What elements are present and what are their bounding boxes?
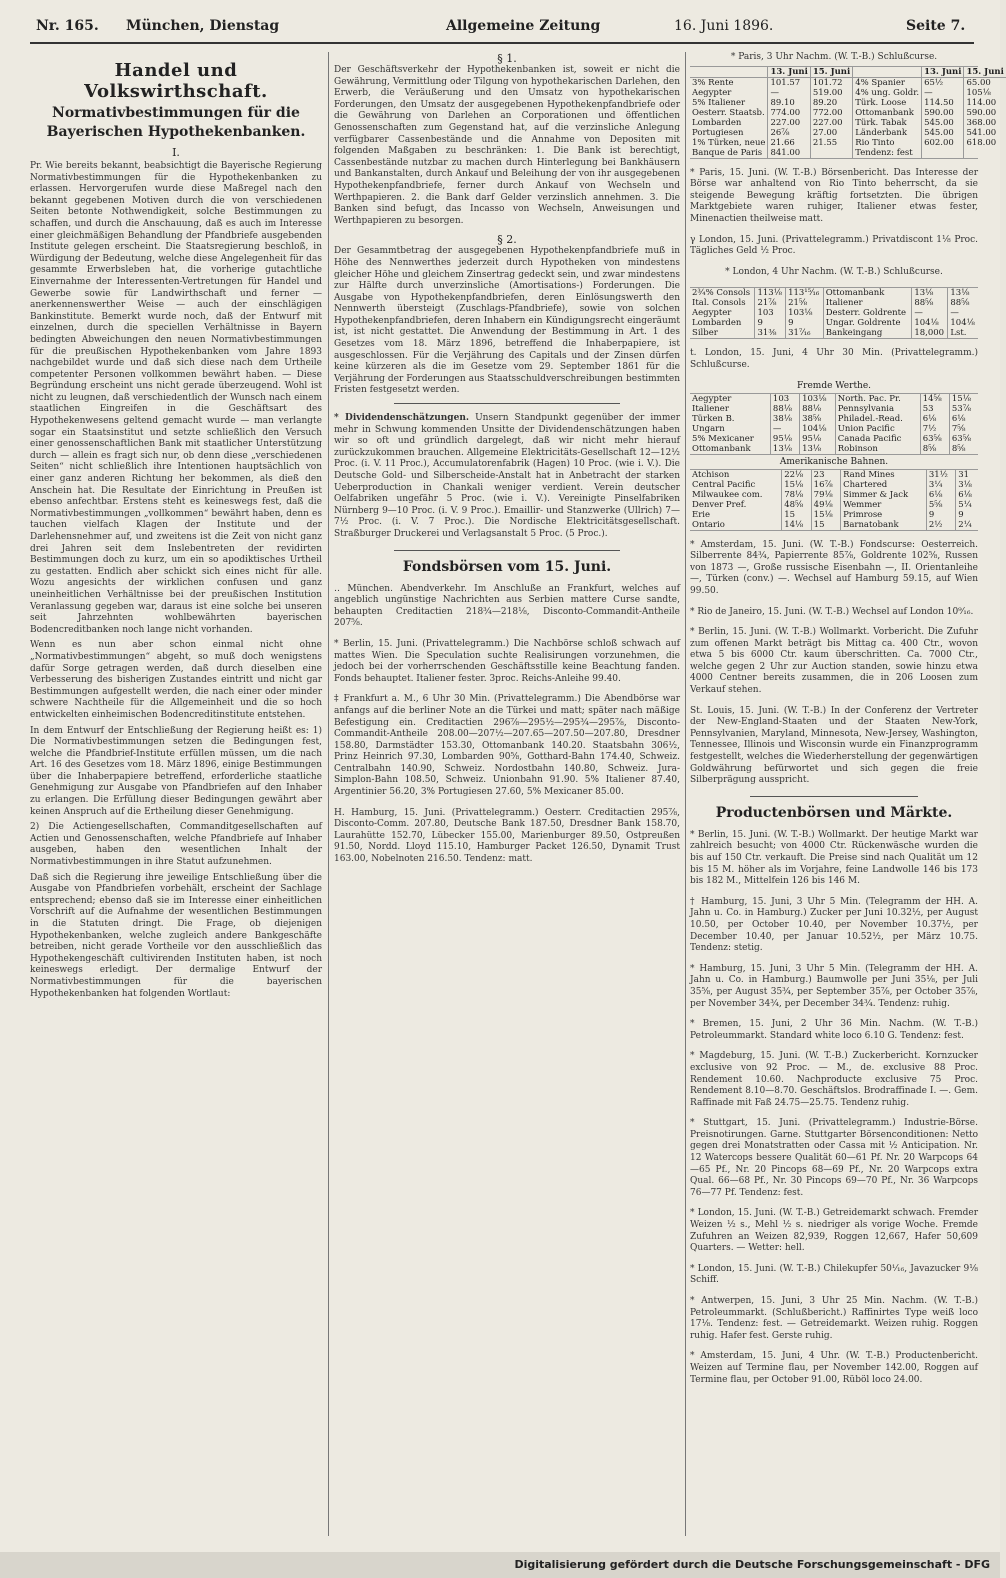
table-row [690, 328, 978, 338]
table-cell: Lombarden [692, 117, 742, 128]
table-cell: Philadel.-Read. [835, 414, 920, 424]
separator [394, 550, 620, 551]
table-cell: 79⅛ [811, 490, 840, 500]
table-cell: 2½ [926, 520, 955, 530]
table-cell: Tendenz: fest [853, 148, 922, 158]
table-cell: Türken B. [692, 413, 735, 424]
table-cell: 774.00 [768, 108, 810, 118]
table-cell: 21⅞ [755, 298, 786, 308]
table-cell: — [768, 88, 810, 98]
table-cell: 105⅛ [964, 88, 1006, 98]
table-cell: 15 [782, 510, 811, 520]
article-paragraph: Pr. Wie bereits bekannt, beabsichtigt die Bayerische Regierung Normativbestimmungen für die Hypothekenbanken zu erlassen. Hervorgerufen wurde diese Maßregel nach den bekannt gegebenen Motiven durch die von verschiedenen Seiten betonte Nothwendigkeit, solche Bestimmungen zu schaffen, und durch die Anschauung, daß es auch im Interesse einer gleichmäßigen Behandlung der Pfandbriefe ausgebenden Institute gelegen erscheint. Die Staatsregierung beschloß, in Würdigung der Bedeutung, welche diese Angelegenheit für das gesammte Erwerbsleben hat, die vorherige gutachtliche Einvernahme der Interessenten-Vertretungen für Handel und Gewerbe sowie für Landwirthschaft und ferner — anerkennenswerther Weise — auch der einschlägigen Bankinstitute. Bemerkt wurde noch, daß der Entwurf mit einzelnen, durch die speciellen Verhältnisse in Bayern bedingten Abweichungen den neuen Normativbestimmungen für die preußischen Hypothekenbanken vom Jahre 1893 nachgebildet wurde und daß sich diese nach dem Urtheile competenter Personen vollkommen bewährt haben. — Diese Begründung erscheint uns nicht gerade überzeugend. Wohl ist nicht zu leugnen, daß verschiedentlich der Wunsch nach einem staatlichen Eingreifen in die Geschäftsart des Hypothekenwesens geltend gemacht wurde — man verlangte sogar ein Staatsinstitut und setzte schließlich den Versuch einer genossenschaftlichen Bank mit staatlicher Unterstützung durch — allein es fragt sich nur, ob denn diese „verschiedenen Seiten“ nicht schließlich ihre Intentionen hauptsächlich von einer ganz anderen Richtung her bekommen, als dieß den Anschein hat. Die Resultate der Einrichtung in Preußen ist ebenso anfechtbar. Erstens steht es keineswegs fest, daß die Normativbestimmungen „vollkommen“ bewährt haben, denn es tauchen vielfach Klagen der Institute und der Darlehensnehmer auf, und zweitens ist die Zeit von nicht ganz drei Jahren seit dem Inslebentreten der revidirten Bestimmungen doch zu kurz, um ein so apodiktisches Urtheil zu gestatten. Endlich aber schickt sich eines nicht für alle. Wozu angesichts der wirklichen confusen und ganz uneinheitlichen Verhältnisse bei der preußischen Institution Veranlassung gegeben war, daraus ist eine solche bei unseren seit Jahrzehnten wohlbewährten bayerischen Bodencreditbanken noch lange nicht vorhanden. [30, 161, 322, 635]
table-cell: — [912, 308, 948, 318]
table-cell: 27.00 [810, 128, 852, 138]
table-row [690, 108, 1006, 118]
table-cell: 113⅛ [755, 288, 786, 298]
table-cell: 38⅝ [800, 414, 836, 424]
table-cell: 89.10 [768, 98, 810, 108]
column-middle [334, 52, 680, 1536]
market-report: St. Louis, 15. Juni. (W. T.-B.) In der Conferenz der Vertreter der New-England-Staaten und der Staaten New-York, Pennsylvanien, Maryland, Minnesota, New-Jersey, Washington, Tennessee, Illinois und Wisconsin wurde ein Finanzprogramm festgestellt, welches die Wiederherstellung der gegenwärtigen Goldwährung befürwortet und sich gegen die freie Silberprägung ausspricht. [690, 705, 978, 786]
table-cell: Bankeingang [823, 328, 912, 338]
table-cell: 53⅞ [949, 404, 978, 414]
table-cell: 3⅛ [956, 480, 978, 490]
notice-title: * Dividendenschätzungen. [334, 413, 470, 424]
table-cell: Portugiesen [692, 127, 744, 138]
market-report: * Berlin, 15. Juni. (W. T.-B.) Wollmarkt. Der heutige Markt war zahlreich besucht; von 4000 Ctr. Rückenwäsche wurden die bis auf 150 Ctr. verkauft. Die Preise sind nach Qualität um 12 bis 15 M. höher als im Vorjahre, feine Landwolle 146 bis 173 bis 182 M., Mittelfein 126 bis 146 M. [690, 829, 978, 887]
london-title: * London, 4 Uhr Nachm. (W. T.-B.) Schlußcurse. [725, 266, 943, 277]
table-cell: Rand Mines [841, 470, 927, 480]
paris-quotes-table [690, 66, 1004, 159]
article-paragraph: 2) Die Actiengesellschaften, Commanditgesellschaften auf Actien und Genossenschaften, welche Pfandbriefe auf Inhaber ausgeben, haben den wesentlichen Inhalt der Normativbestimmungen in ihre Statut aufzunehmen. [30, 822, 322, 868]
market-report: † Hamburg, 15. Juni, 3 Uhr 5 Min. (Telegramm der HH. A. Jahn u. Co. in Hamburg.) Zucker per Juni 10.32½, per August 10.50, per October 10.40, per November 10.37½, per December 10.40, per Januar 10.52½, per März 10.75. Tendenz: stetig. [690, 896, 978, 954]
table-header: 15. Juni [810, 67, 852, 78]
market-report: * Hamburg, 15. Juni, 3 Uhr 5 Min. (Telegramm der HH. A. Jahn u. Co. in Hamburg.) Baumwolle per Juni 35⅛, per Juli 35⅝, per August 35¾, per September 35⅞, per October 35⅞, per November 34¾, per December 34¾. Tendenz: ruhig. [690, 963, 978, 1009]
market-report: * London, 15. Juni. (W. T.-B.) Chilekupfer 50¹⁄₁₆, Javazucker 9⅛ Schiff. [690, 1263, 978, 1286]
market-report: * London, 15. Juni. (W. T.-B.) Getreidemarkt schwach. Fremder Weizen ½ s., Mehl ½ s. niedriger als vorige Woche. Fremde Zufuhren an Weizen 82,939, Roggen 12,667, Hafer 50,609 Quarters. — Wetter: hell. [690, 1208, 978, 1254]
table-cell: 6⅛ [956, 490, 978, 500]
table-row [690, 98, 1006, 108]
table-cell: Lst. [948, 328, 978, 338]
newspaper-title: Allgemeine Zeitung [446, 18, 601, 34]
table-cell: 227.00 [768, 118, 810, 128]
table-row [690, 128, 1006, 138]
table-row [690, 394, 978, 404]
table-cell: 772.00 [810, 108, 852, 118]
table-cell: Ottomanbank [823, 288, 912, 298]
table-cell: Ontario [692, 519, 725, 530]
table-cell: 227.00 [810, 118, 852, 128]
table-cell: Italiener [692, 403, 729, 414]
table-cell: Primrose [841, 510, 927, 520]
table-cell: 6⅛ [949, 414, 978, 424]
column-right [690, 52, 1004, 1536]
table-cell: 95⅛ [800, 434, 836, 444]
table-cell: 6⅛ [920, 414, 949, 424]
table-cell: Lombarden [692, 318, 742, 329]
table-cell: 602.00 [922, 138, 964, 148]
table-title: Amerikanische Bahnen. [779, 456, 889, 467]
table-cell: 31⁷⁄₁₆ [786, 328, 824, 338]
column-left [30, 52, 322, 1536]
table-row [690, 434, 978, 444]
london-table-body [690, 288, 978, 338]
table-row [690, 308, 978, 318]
table-cell: 18,000 [912, 328, 948, 338]
table-cell: 9 [786, 318, 824, 328]
table-cell: Ungarn [692, 423, 725, 434]
table-cell: Banque de Paris [692, 147, 763, 158]
table-cell: Atchison [692, 469, 730, 480]
table-cell: Ottomanbank [853, 108, 922, 118]
table-cell: — [922, 88, 964, 98]
table-cell: Union Pacific [835, 424, 920, 434]
table-cell: 53 [920, 404, 949, 414]
table-cell: 15 [811, 520, 840, 530]
table-row [690, 480, 978, 490]
article-paragraph: Der Geschäftsverkehr der Hypothekenbanken ist, soweit er nicht die Gewährung, Vermittlung oder Tilgung von hypothekarischen Darlehen, den Erwerb, die Veräußerung und den Umsatz von hypothekarischen Forderungen, den Umsatz der ausgegebenen Hypothekenpfandbriefe oder die Gewährung von Darlehen an Corporationen und öffentlichen Genossenschaften zum Gegenstand hat, auf die verzinsliche Anlegung verfügbarer Cassenbestände und die Annahme von Depositen mit folgenden Maßgaben zu beschränken: 1. Die Bank ist berechtigt, Cassenbestände nutzbar zu machen durch Hinterlegung bei Bankhäusern und Bankanstalten, durch Ankauf und Beleihung der von ihr ausgegebenen Hypothekenpfandbriefe, ferner durch Ankauf von Wechseln und Werthpapieren. 2. die Bank darf Gelder verzinslich annehmen. 3. Die Banken sind befugt, das Incasso von Wechseln, Anweisungen und Werthpapieren zu besorgen. [334, 65, 680, 226]
table-cell: 21.55 [810, 138, 852, 148]
market-report: * Magdeburg, 15. Juni. (W. T.-B.) Zuckerbericht. Kornzucker exclusive von 92 Proc. — M., de. exclusive 88 Proc. Rendement 10.60. Nachproducte exclusive 75 Proc. Rendement 8.10—8.70. Geschäftslos. Brodraffinade I. —. Gem. Raffinade mit Faß 24.75—25.75. Tendenz ruhig. [690, 1051, 978, 1108]
table-cell: 590.00 [922, 108, 964, 118]
table-cell: 5% Mexicaner [692, 433, 754, 444]
table-cell: 104⅛ [912, 318, 948, 328]
article-paragraph: Der Gesammtbetrag der ausgegebenen Hypothekenpfandbriefe muß in Höhe des Nennwerthes jederzeit durch Hypotheken von mindestens gleicher Höhe und gleichem Zinsertrag gedeckt sein, und zwar mindestens zur Hälfte durch unverzinsliche (Amortisations-) Forderungen. Die Ausgabe von Hypothekenpfandbriefen, deren Einlösungswerth den Nennwerth übersteigt (Zuschlags-Pfandbriefe), sowie von solchen Hypothekenpfandbriefen, deren Inhabern ein Kündigungsrecht eingeräumt ist, ist nicht gestattet. Die Anwendung der Bestimmung in Art. 1 des Gesetzes vom 18. März 1896, betreffend die Inhaberpapiere, ist ausgeschlossen. Für die Verjährung des Capitals und der Zinsen dürfen keine kürzeren als die im Gesetze vom 29. September 1861 für die Verjährung der Forderungen aus Staatsschuldverschreibungen bestimmten Fristen festgesetzt werden. [334, 246, 680, 396]
table-row [690, 118, 1006, 128]
table-cell: 15⅛ [782, 480, 811, 490]
table-cell: 13⅛ [770, 444, 799, 454]
table-row [690, 510, 978, 520]
table-cell: 5⅝ [926, 500, 955, 510]
table-cell: Erie [692, 509, 711, 520]
notice-text: Unsern Standpunkt gegenüber der immer mehr in Schwung kommenden Unsitte der Dividendenschätzungen haben wir so oft und gründlich dargelegt, daß wir nicht mehr hierauf zurückzukommen brauchen. Allgemeine Elektricitäts-Gesellschaft 12—12½ Proc. (i. V. 11 Proc.), Accumulatorenfabrik (Hagen) 10 Proc. (wie i. V.). Die Deutsche Gold- und Silberscheide-Anstalt hat in Anbetracht der starken Ueberproduction in Chankali weniger verdient. Verein deutscher Oelfabriken ungefähr 5 Proc. (wie i. V.). Vereinigte Pinselfabriken Nürnberg 9—10 Proc. (i. V. 9 Proc.). Emaillir- und Stanzwerke (Ullrich) 7—7½ Proc. (i. V. 7 Proc.). Die Nordische Elektricitätsgesellschaft. Straßburger Druckerei und Verlagsanstalt 5 Proc. (5 Proc.). [334, 413, 680, 539]
table-cell: 9 [926, 510, 955, 520]
table-header-row [690, 67, 1006, 78]
table-cell: 26⅞ [768, 128, 810, 138]
table-cell: 9 [755, 318, 786, 328]
table-row [690, 88, 1006, 98]
section-title: Handel und Volkswirthschaft. [84, 60, 268, 102]
table-title: Fremde Werthe. [796, 380, 872, 391]
column-divider [685, 52, 686, 1536]
issue-number: Nr. 165. [36, 18, 99, 34]
table-cell [922, 148, 964, 158]
foreign-table-body [690, 394, 978, 454]
table-cell: Canada Pacific [835, 434, 920, 444]
table-cell: 63⅝ [949, 434, 978, 444]
table-cell: 104⅛ [948, 318, 978, 328]
table-header: 15. Juni [964, 67, 1006, 78]
table-cell: 618.00 [964, 138, 1006, 148]
table-cell: 101.72 [810, 77, 852, 88]
table-cell: 3% Rente [692, 77, 734, 88]
table-cell: Chartered [841, 480, 927, 490]
notice-paragraph [334, 413, 680, 541]
paris-table-body [690, 77, 1006, 158]
table-row [690, 520, 978, 530]
article-paragraph: Wenn es nun aber schon einmal nicht ohne „Normativbestimmungen“ abgeht, so muß doch wenigstens dafür Sorge getragen werden, daß durch dieselben eine Verbesserung des bisherigen Zustandes eintritt und nicht gar Bestimmungen aufgestellt werden, die nach einer oder minder schwere Nachtheile für die Allgemeinheit und die so hoch entwickelten einheimischen Bodencreditinstitute entstehen. [30, 640, 322, 720]
table-cell: Ital. Consols [692, 298, 746, 309]
market-report: * Berlin, 15. Juni. (Privattelegramm.) Die Nachbörse schloß schwach auf mattes Wien. Die Speculation suchte Realisirungen vorzunehmen, die jedoch bei der vorherrschenden Geschäftsstille keine Beachtung fanden. Fonds behauptet. Italiener fester. 3proc. Reichs-Anleihe 99.40. [334, 638, 680, 684]
table-cell: North. Pac. Pr. [835, 394, 920, 404]
table-cell: 4% Spanier [853, 77, 922, 88]
london-quotes-table [690, 287, 978, 339]
table-cell: 103 [755, 308, 786, 318]
table-cell: 13⅛ [948, 288, 978, 298]
paragraph-number: § 1. [497, 52, 517, 65]
table-cell: Oesterr. Staatsb. [692, 107, 765, 118]
table-cell: 103⅛ [800, 394, 836, 404]
page-header [30, 14, 974, 44]
table-cell: 7⅝ [949, 424, 978, 434]
table-cell: 65½ [922, 77, 964, 88]
table-cell: 15⅛ [811, 510, 840, 520]
table-cell: Robinson [835, 444, 920, 454]
table-cell: 7½ [920, 424, 949, 434]
table-cell: 21.66 [768, 138, 810, 148]
paris-title: * Paris, 3 Uhr Nachm. (W. T.-B.) Schlußcurse. [730, 52, 938, 62]
table-cell: 545.00 [922, 128, 964, 138]
table-cell: 8⅝ [920, 444, 949, 454]
table-cell: Aegypter [692, 308, 732, 319]
digitization-footer [0, 1552, 1000, 1578]
table-cell: 88⅛ [800, 404, 836, 414]
table-cell: Desterr. Goldrente [823, 308, 912, 318]
american-table-body [690, 470, 978, 530]
table-cell: 31⅜ [755, 328, 786, 338]
page-number: Seite 7. [906, 18, 966, 34]
table-cell: 4% ung. Goldr. [853, 88, 922, 98]
market-report: * Rio de Janeiro, 15. Juni. (W. T.-B.) Wechsel auf London 10⁹⁄₁₆. [690, 606, 974, 617]
separator [750, 796, 918, 797]
table-cell: 8⅝ [949, 444, 978, 454]
table-cell: 9 [956, 510, 978, 520]
table-cell: 13⅛ [800, 444, 836, 454]
table-cell: 38⅛ [770, 414, 799, 424]
table-cell: 14⅝ [920, 394, 949, 404]
market-report: * Amsterdam, 15. Juni. (W. T.-B.) Fondscurse: Oesterreich. Silberrente 84¾, Papierrente 85⅞, Goldrente 102⅝, Russen von 1873 —, Große russische Eisenbahn —, II. Orientanleihe —, Türken (conv.) —. Wechsel auf Hamburg 59.15, auf Wien 99.50. [690, 539, 978, 596]
table-cell: 590.00 [964, 108, 1006, 118]
table-row [690, 77, 1006, 88]
table-cell: 541.00 [964, 128, 1006, 138]
table-cell: 5¼ [956, 500, 978, 510]
table-cell: 88⅛ [770, 404, 799, 414]
table-cell: 65.00 [964, 77, 1006, 88]
table-cell: 31½ [926, 470, 955, 480]
table-cell: Ungar. Goldrente [823, 318, 912, 328]
table-row [690, 414, 978, 424]
table-cell: 13⅛ [912, 288, 948, 298]
table-row [690, 404, 978, 414]
market-report: γ London, 15. Juni. (Privattelegramm.) Privatdiscont 1⅛ Proc. Tägliches Geld ½ Proc. [690, 234, 978, 257]
market-report: ‥ München. Abendverkehr. Im Anschluße an Frankfurt, welches auf angeblich ungünstige Nachrichten aus Serbien mattere Curse sandte, behaupten Creditactien 218¾—218⅛, Disconto-Commandit-Antheile 207⅝. [334, 583, 680, 629]
table-row [690, 298, 978, 308]
table-cell: 15⅛ [949, 394, 978, 404]
table-cell: 95⅛ [770, 434, 799, 444]
table-cell: Italiener [823, 298, 912, 308]
table-row [690, 470, 978, 480]
table-row [690, 148, 1006, 158]
table-cell: 104⅛ [800, 424, 836, 434]
table-cell: Central Pacific [692, 479, 756, 490]
table-row [690, 490, 978, 500]
table-cell: Rio Tinto [853, 138, 922, 148]
table-cell: Denver Pref. [692, 499, 747, 510]
separator [394, 403, 620, 404]
market-report: ‡ Frankfurt a. M., 6 Uhr 30 Min. (Privattelegramm.) Die Abendbörse war anfangs auf die berliner Note an die Türkei und matt; später nach mäßige Befestigung ein. Creditactien 296⅞—295½—295¾—295⅞, Disconto-Commandit-Antheile 208.00—207½—207.65—207.50—207.80, Dresdner 158.80, Darmstädter 153.30, Ottomanbank 140.20. Staatsbahn 306½, Prinz Heinrich 97.30, Lombarden 90⅝, Gotthard-Bahn 174.40, Schweiz. Centralbahn 140.90, Schweiz. Nordostbahn 140.80, Schweiz. Jura-Simplon-Bahn 108.50, Schweiz. Unionbahn 91.90. 5% Italiener 87.40, Argentinier 56.20, 3% Portugiesen 27.60, 5% Mexicaner 85.00. [334, 694, 680, 798]
table-cell: Simmer & Jack [841, 490, 927, 500]
table-cell: 114.00 [964, 98, 1006, 108]
table-row [690, 318, 978, 328]
table-cell: 113¹⁵⁄₁₆ [786, 288, 824, 298]
table-cell: 3¼ [926, 480, 955, 490]
table-cell: 49⅛ [811, 500, 840, 510]
market-report: t. London, 15. Juni, 4 Uhr 30 Min. (Privattelegramm.) Schlußcurse. [690, 348, 978, 370]
table-row [690, 288, 978, 298]
table-header: 13. Juni [922, 67, 964, 78]
market-report: * Stuttgart, 15. Juni. (Privattelegramm.) Industrie-Börse. Preisnotirungen. Garne. Stuttgarter Börsenconditionen: Netto gegen drei Monatstratten oder Cassa mit ½ Anticipation. Nr. 12 Watercops bessere Qualität 60—61 Pf. Nr. 20 Warpcops 64—65 Pf., Nr. 20 Pincops 68—69 Pf., Nr. 20 Warpcops extra Qual. 66—68 Pf., Nr. 30 Pincops 69—70 Pf., Nr. 36 Warpcops 76—77 Pf. Tendenz: fest. [690, 1118, 978, 1198]
table-cell: Türk. Loose [853, 98, 922, 108]
products-section-title: Productenbörsen und Märkte. [715, 804, 953, 821]
paragraph-number: § 2. [497, 233, 517, 247]
place-day: München, Dienstag [126, 18, 280, 34]
table-cell: Silber [692, 328, 718, 339]
table-cell: 841.00 [768, 148, 810, 158]
table-cell: Länderbank [853, 128, 922, 138]
table-row [690, 424, 978, 434]
table-cell: Aegypter [692, 87, 732, 98]
table-cell: 48⅝ [782, 500, 811, 510]
market-report: * Paris, 15. Juni. (W. T.-B.) Börsenbericht. Das Interesse der Börse war anhaltend von Rio Tinto beherrscht, da sie steigende Bewegung kräftig fortsetzten. Die übrigen Marktgebiete waren ruhiger, Italiener etwas fester, Minenactien theilweise matt. [690, 167, 978, 224]
table-cell: Türk. Tabak [853, 118, 922, 128]
market-report: * Berlin, 15. Juni. (W. T.-B.) Wollmarkt. Vorbericht. Die Zufuhr zum offenen Markt beträgt bis Mittag ca. 400 Ctr., wovon etwa 5 bis 6000 Ctr. kaum überschritten. Ca. 7000 Ctr., welche gegen 2 Uhr zur Auction standen, sowie hinzu etwa 4000 Centner bereits zusammen, die in 206 Loosen zum Verkauf stehen. [690, 627, 978, 696]
table-cell: 88⅝ [912, 298, 948, 308]
table-cell: 519.00 [810, 88, 852, 98]
table-cell: 63⅝ [920, 434, 949, 444]
table-row [690, 444, 978, 454]
table-cell: Ottomanbank [692, 443, 751, 454]
column-divider [328, 52, 329, 1536]
table-row [690, 138, 1006, 148]
table-cell: 545.00 [922, 118, 964, 128]
article-part-number: I. [172, 146, 180, 159]
table-cell: 103⅛ [786, 308, 824, 318]
table-cell: — [770, 424, 799, 434]
table-header: 13. Juni [768, 67, 810, 78]
table-cell: 14⅛ [782, 520, 811, 530]
table-cell [964, 148, 1006, 158]
table-cell: 368.00 [964, 118, 1006, 128]
table-cell [810, 148, 852, 158]
table-cell: Milwaukee com. [692, 489, 763, 500]
table-row [690, 500, 978, 510]
table-cell: 78⅛ [782, 490, 811, 500]
table-cell: 23 [811, 470, 840, 480]
table-cell: 31 [956, 470, 978, 480]
table-cell: Pennsylvania [835, 404, 920, 414]
funds-section-title: Fondsbörsen vom 15. Juni. [402, 558, 612, 575]
article-paragraph: Daß sich die Regierung ihre jeweilige Entschließung über die Ausgabe von Pfandbriefen vorbehält, erscheint der Sachlage entsprechend; ebenso daß sie im Interesse einer einheitlichen Vorschrift auf die Aufnahme der wesentlichen Bestimmungen in die Statuten dringt. Die Frage, ob diejenigen Hypothekenbanken, welche zugleich andere Bankgeschäfte betreiben, nicht gerade Vortheile vor den ausschließlich das Hypothekengeschäft cultivirenden Instituten haben, ist noch keineswegs erledigt. Der dermalige Entwurf der Normativbestimmungen für die bayerischen Hypothekenbanken hat folgenden Wortlaut: [30, 872, 322, 999]
table-cell: Barnatobank [841, 520, 927, 530]
market-report: * Bremen, 15. Juni, 2 Uhr 36 Min. Nachm. (W. T.-B.) Petroleummarkt. Standard white loco 6.10 G. Tendenz: fest. [690, 1019, 978, 1041]
market-report: * Antwerpen, 15. Juni, 3 Uhr 25 Min. Nachm. (W. T.-B.) Petroleummarkt. (Schlußbericht.) Raffinirtes Type weiß loco 17⅛. Tendenz: fest. — Getreidemarkt. Weizen ruhig. Roggen ruhig. Hafer fest. Gerste ruhig. [690, 1296, 978, 1341]
market-report: * Amsterdam, 15. Juni, 4 Uhr. (W. T.-B.) Productenbericht. Weizen auf Termine flau, per November 142.00, Roggen auf Termine flau, per October 91.00, Rüböl loco 24.00. [690, 1351, 978, 1385]
table-cell: 16⅞ [811, 480, 840, 490]
table-cell: 22⅛ [782, 470, 811, 480]
table-cell: 114.50 [922, 98, 964, 108]
table-cell: 89.20 [810, 98, 852, 108]
table-cell: 21⅝ [786, 298, 824, 308]
table-cell: 1% Türken, neue [692, 137, 766, 148]
issue-date: 16. Juni 1896. [674, 18, 774, 34]
table-cell: 88⅝ [948, 298, 978, 308]
table-cell: 6⅛ [926, 490, 955, 500]
table-cell: 5% Italiener [692, 97, 746, 108]
foreign-values-table [690, 393, 978, 455]
market-report: H. Hamburg, 15. Juni. (Privattelegramm.) Oesterr. Creditactien 295⅞, Disconto-Comm. 207.80, Deutsche Bank 187.50, Dresdner Bank 158.70, Laurahütte 152.70, Lübecker 155.00, Marienburger 89.50, Ostpreußen 91.50, Nordd. Lloyd 115.10, Hamburger Packet 126.50, Dynamit Trust 163.00, Nobelnoten 216.50. Tendenz: matt. [334, 807, 680, 865]
article-title: Normativbestimmungen für die Bayerischen Hypothekenbanken. [46, 105, 306, 140]
table-cell: 103 [770, 394, 799, 404]
table-cell: 101.57 [768, 77, 810, 88]
article-paragraph: In dem Entwurf der Entschließung der Regierung heißt es: 1) Die Normativbestimmungen setzen die Bedingungen fest, welche die Pfandbrief-Institute erfüllen müssen, um die nach Art. 16 des Gesetzes vom 18. März 1896, einige Bestimmungen über die Inhaberpapiere betreffend, erforderliche staatliche Genehmigung zur Ausgabe von Pfandbriefen auf den Inhaber zu erlangen. Die Erfüllung dieser Bedingungen gewährt aber keinen Anspruch auf die Ertheilung dieser Genehmigung. [30, 725, 322, 817]
footer-credit: Digitalisierung gefördert durch die Deutsche Forschungsgemeinschaft - DFG [514, 1558, 990, 1571]
table-cell: 2¾% Consols [692, 288, 751, 299]
american-railways-table [690, 469, 978, 531]
table-cell: Aegypter [692, 393, 732, 404]
table-cell: 2¼ [956, 520, 978, 530]
table-cell: — [948, 308, 978, 318]
table-cell: Wemmer [841, 500, 927, 510]
